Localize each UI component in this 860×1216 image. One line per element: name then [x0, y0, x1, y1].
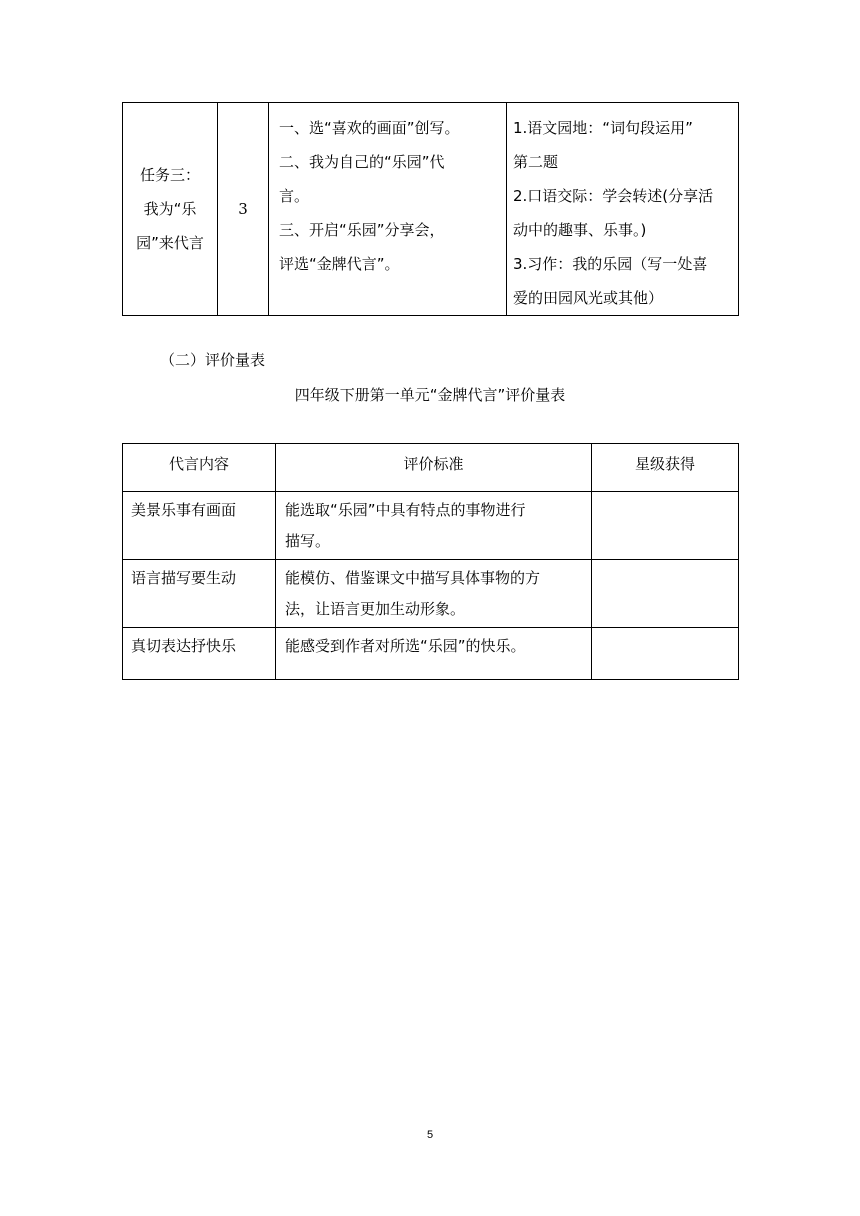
task-name-line: 我为“乐: [143, 200, 197, 218]
section-heading: （二）评价量表: [160, 351, 266, 369]
task-table: [122, 102, 739, 316]
task-steps-cell: [269, 103, 507, 316]
standard-line: 能感受到作者对所选“乐园”的快乐。: [285, 637, 526, 655]
table-row: [123, 103, 739, 316]
class-hours-cell: 3: [218, 103, 269, 316]
rubric-stars-cell: [592, 560, 739, 628]
column-header: 星级获得: [592, 444, 739, 492]
task-step-line: 评选“金牌代言”。: [279, 255, 400, 273]
standard-line: 能模仿、借鉴课文中描写具体事物的方: [285, 569, 541, 587]
task-name-line: 园”来代言: [136, 234, 204, 252]
rubric-content-cell: 真切表达抒快乐: [123, 628, 276, 680]
standard-line: 能选取“乐园”中具有特点的事物进行: [285, 501, 526, 519]
table-row: [123, 560, 739, 628]
content-line: 3.习作：我的乐园（写一处喜: [513, 255, 708, 273]
rubric-title: 四年级下册第一单元“金牌代言”评价量表: [294, 386, 566, 404]
task-name-cell: [123, 103, 218, 316]
content-line: 1.语文园地：“词句段运用”: [513, 119, 693, 137]
table-header-row: [123, 444, 739, 492]
rubric-content-cell: 语言描写要生动: [123, 560, 276, 628]
rubric-content-cell: 美景乐事有画面: [123, 492, 276, 560]
learning-content-cell: [507, 103, 739, 316]
content-line: 爱的田园风光或其他）: [513, 289, 664, 307]
column-header: 评价标准: [276, 444, 592, 492]
standard-line: 法，让语言更加生动形象。: [285, 600, 466, 618]
rubric-stars-cell: [592, 492, 739, 560]
task-step-line: 三、开启“乐园”分享会，: [279, 221, 445, 239]
content-line: 第二题: [513, 153, 559, 171]
task-step-line: 二、我为自己的“乐园”代: [279, 153, 445, 171]
standard-line: 描写。: [285, 532, 331, 550]
task-name-line: 任务三：: [139, 166, 200, 184]
rubric-standard-cell: [276, 628, 592, 680]
content-line: 2.口语交际：学会转述(分享活: [513, 187, 714, 205]
table-row: [123, 628, 739, 680]
page-number: 5: [426, 1129, 434, 1141]
column-header: 代言内容: [123, 444, 276, 492]
task-step-line: 言。: [279, 187, 310, 205]
content-line: 动中的趣事、乐事。): [513, 221, 647, 239]
rubric-standard-cell: [276, 492, 592, 560]
rubric-standard-cell: [276, 560, 592, 628]
rubric-stars-cell: [592, 628, 739, 680]
table-row: [123, 492, 739, 560]
rubric-table: [122, 443, 739, 680]
task-step-line: 一、选“喜欢的画面”创写。: [279, 119, 460, 137]
